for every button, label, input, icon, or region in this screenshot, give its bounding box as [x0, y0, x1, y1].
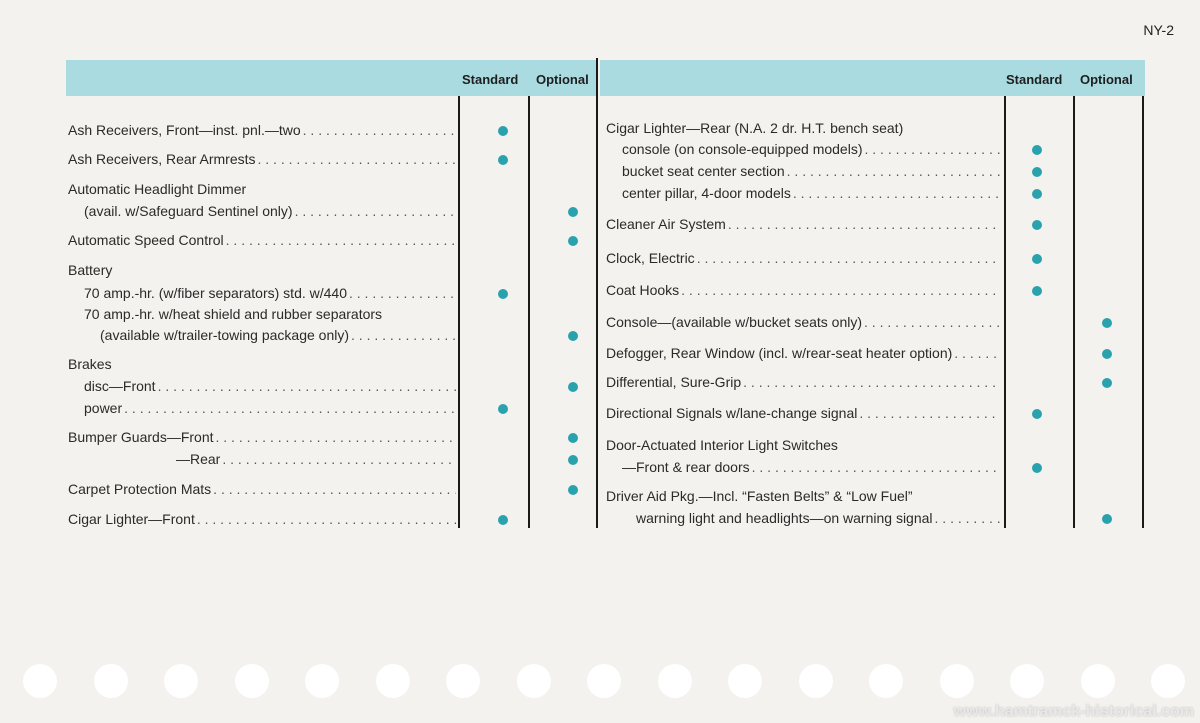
left-item-label: (available w/trailer-towing package only) [100, 327, 350, 343]
left-item-label: Cigar Lighter—Front [68, 511, 195, 527]
left-item-row [68, 181, 456, 198]
binder-hole [869, 664, 903, 698]
binder-hole [1081, 664, 1115, 698]
left-item-label: Brakes [68, 356, 112, 372]
dot-leader [295, 203, 456, 220]
right-item-row [606, 120, 1000, 137]
optional-marker [568, 236, 578, 246]
left-item-label: Bumper Guards—Front [68, 429, 214, 445]
dot-leader [752, 459, 1000, 476]
optional-marker [568, 433, 578, 443]
optional-marker [1102, 514, 1112, 524]
optional-marker [1102, 378, 1112, 388]
left-item-label: power [84, 400, 123, 416]
left-item-label: Automatic Headlight Dimmer [68, 181, 247, 197]
binder-hole [305, 664, 339, 698]
standard-marker [1032, 189, 1042, 199]
left-item-row [68, 356, 456, 373]
left-item-row [84, 285, 456, 302]
standard-marker [498, 515, 508, 525]
binder-hole [1151, 664, 1185, 698]
header-band-right [600, 60, 1145, 96]
standard-marker [498, 126, 508, 136]
right-item-row [606, 216, 1000, 233]
dot-leader [935, 510, 1000, 527]
left-item-row [68, 511, 456, 528]
dot-leader [349, 285, 456, 302]
dot-leader [222, 451, 456, 468]
right-item-label: Console—(available w/bucket seats only) [606, 314, 863, 330]
left-standard-heading: Standard [462, 72, 519, 87]
dot-leader [681, 282, 1000, 299]
left-item-row [84, 306, 456, 323]
right-item-label: —Front & rear doors [622, 459, 750, 475]
dot-leader [197, 511, 456, 528]
right-item-label: Coat Hooks [606, 282, 680, 298]
left-item-row [68, 232, 456, 249]
standard-marker [498, 289, 508, 299]
dot-leader [303, 122, 456, 139]
dot-leader [864, 314, 1000, 331]
optional-marker [568, 455, 578, 465]
right-item-row [622, 141, 1000, 158]
dot-leader [954, 345, 1000, 362]
binder-hole [587, 664, 621, 698]
rule-right-1 [1004, 96, 1006, 528]
standard-marker [1032, 409, 1042, 419]
dot-leader [124, 400, 456, 417]
left-item-label: Carpet Protection Mats [68, 481, 212, 497]
binder-hole [940, 664, 974, 698]
left-item-label: (avail. w/Safeguard Sentinel only) [84, 203, 293, 219]
right-item-label: Defogger, Rear Window (incl. w/rear-seat heater option) [606, 345, 953, 361]
left-item-label: 70 amp.-hr. (w/fiber separators) std. w/440 [84, 285, 347, 301]
right-item-row [622, 163, 1000, 180]
binder-hole [235, 664, 269, 698]
left-item-label: Battery [68, 262, 113, 278]
right-item-row [636, 510, 1000, 527]
dot-leader [213, 481, 456, 498]
binder-hole [94, 664, 128, 698]
left-item-label: Ash Receivers, Rear Armrests [68, 151, 256, 167]
standard-marker [1032, 167, 1042, 177]
standard-marker [498, 404, 508, 414]
dot-leader [158, 378, 456, 395]
rule-center [596, 58, 598, 528]
standard-marker [1032, 145, 1042, 155]
left-item-row [68, 429, 456, 446]
optional-marker [568, 207, 578, 217]
right-item-row [622, 459, 1000, 476]
rule-left-2 [528, 96, 530, 528]
dot-leader [697, 250, 1000, 267]
left-item-row [68, 151, 456, 168]
standard-marker [1032, 220, 1042, 230]
right-item-label: Differential, Sure-Grip [606, 374, 742, 390]
right-item-label: center pillar, 4-door models [622, 185, 791, 201]
optional-marker [568, 382, 578, 392]
binder-hole [517, 664, 551, 698]
page-id: NY-2 [1143, 22, 1174, 38]
dot-leader [743, 374, 1000, 391]
binder-hole [799, 664, 833, 698]
right-item-label: Cigar Lighter—Rear (N.A. 2 dr. H.T. bench seat) [606, 120, 904, 136]
dot-leader [787, 163, 1000, 180]
rule-right-2 [1073, 96, 1075, 528]
optional-marker [1102, 349, 1112, 359]
dot-leader [226, 232, 456, 249]
dot-leader [793, 185, 1000, 202]
left-item-row [68, 122, 456, 139]
left-item-row [176, 451, 456, 468]
right-item-label: Door-Actuated Interior Light Switches [606, 437, 838, 453]
dot-leader [216, 429, 457, 446]
left-item-label: Automatic Speed Control [68, 232, 224, 248]
right-item-label: Directional Signals w/lane-change signal [606, 405, 858, 421]
standard-marker [1032, 286, 1042, 296]
right-item-label: bucket seat center section [622, 163, 785, 179]
left-item-label: disc—Front [84, 378, 156, 394]
rule-left-1 [458, 96, 460, 528]
right-item-row [606, 488, 1000, 505]
left-item-label: —Rear [176, 451, 221, 467]
optional-marker [568, 485, 578, 495]
right-item-row [606, 282, 1000, 299]
dot-leader [864, 141, 1000, 158]
left-optional-heading: Optional [536, 72, 589, 87]
right-item-row [606, 437, 1000, 454]
dot-leader [351, 327, 456, 344]
left-item-row [100, 327, 456, 344]
binder-hole [446, 664, 480, 698]
right-optional-heading: Optional [1080, 72, 1133, 87]
right-item-row [606, 374, 1000, 391]
left-item-label: Ash Receivers, Front—inst. pnl.—two [68, 122, 301, 138]
right-item-row [606, 405, 1000, 422]
binder-hole [728, 664, 762, 698]
dot-leader [258, 151, 457, 168]
left-item-row [68, 262, 456, 279]
optional-marker [1102, 318, 1112, 328]
standard-marker [498, 155, 508, 165]
right-item-label: Driver Aid Pkg.—Incl. “Fasten Belts” & “Low Fuel” [606, 488, 913, 504]
right-item-label: Cleaner Air System [606, 216, 726, 232]
standard-marker [1032, 254, 1042, 264]
left-item-row [84, 203, 456, 220]
left-item-row [84, 378, 456, 395]
binder-hole [1010, 664, 1044, 698]
dot-leader [859, 405, 1000, 422]
right-standard-heading: Standard [1006, 72, 1063, 87]
left-item-row [68, 481, 456, 498]
optional-marker [568, 331, 578, 341]
left-item-label: 70 amp.-hr. w/heat shield and rubber separators [84, 306, 383, 322]
dot-leader [728, 216, 1000, 233]
left-item-row [84, 400, 456, 417]
standard-marker [1032, 463, 1042, 473]
binder-hole [164, 664, 198, 698]
right-item-row [606, 314, 1000, 331]
right-item-label: console (on console-equipped models) [622, 141, 863, 157]
right-item-label: warning light and headlights—on warning signal [636, 510, 933, 526]
right-item-row [606, 250, 1000, 267]
binder-hole [658, 664, 692, 698]
right-item-row [622, 185, 1000, 202]
right-item-label: Clock, Electric [606, 250, 695, 266]
rule-right-3 [1142, 96, 1144, 528]
binder-hole [376, 664, 410, 698]
right-item-row [606, 345, 1000, 362]
binder-hole [23, 664, 57, 698]
watermark: www.hamtramck-historical.com [953, 703, 1194, 720]
